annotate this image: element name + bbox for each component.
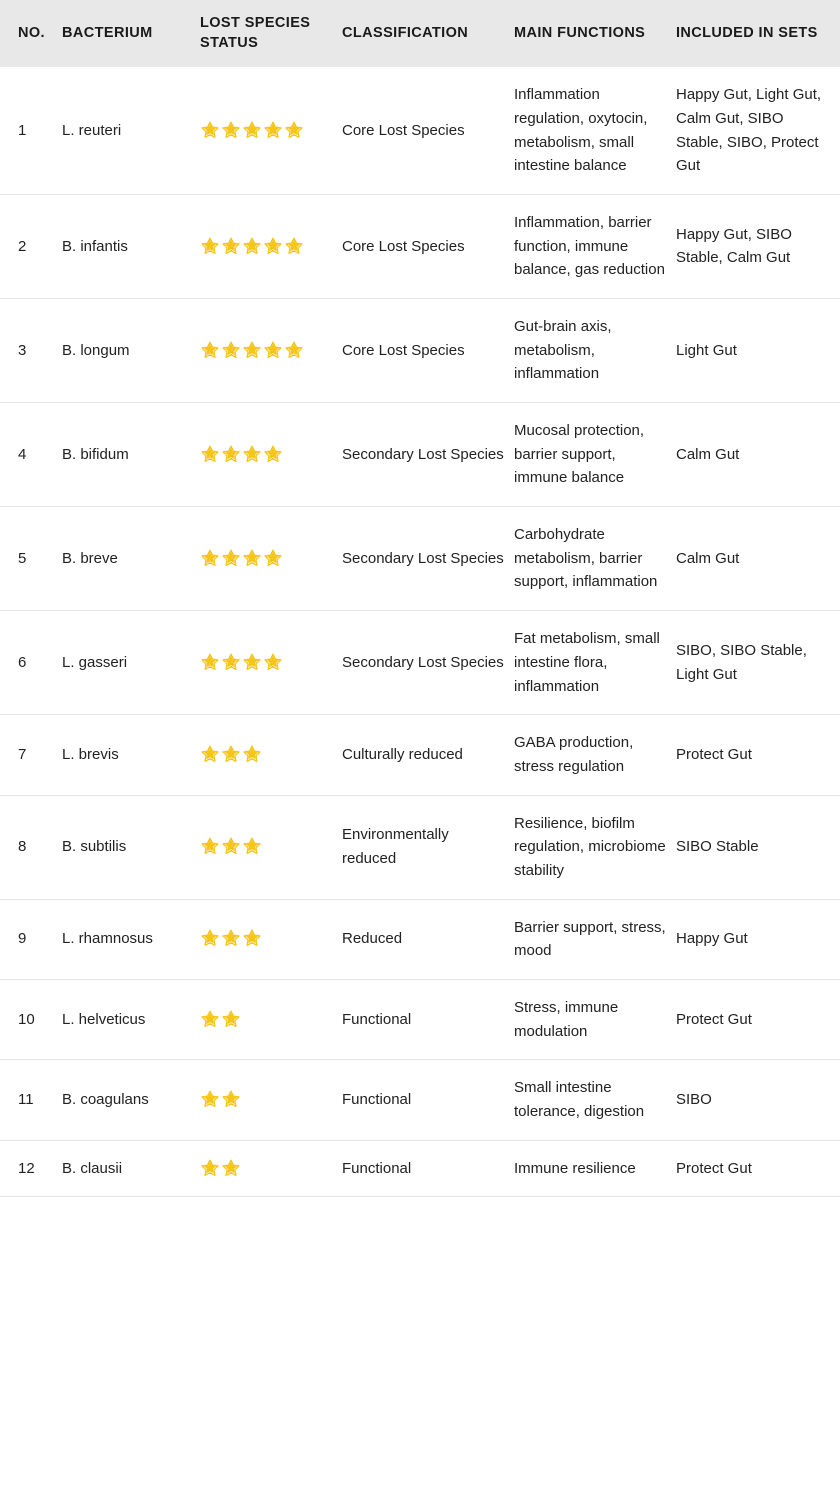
cell-classification: Core Lost Species (342, 298, 514, 402)
column-header-sets: INCLUDED IN SETS (676, 0, 840, 67)
cell-no: 4 (0, 403, 62, 507)
cell-bacterium: B. longum (62, 298, 200, 402)
cell-sets: SIBO, SIBO Stable, Light Gut (676, 611, 840, 715)
star-rating (200, 835, 263, 856)
cell-no: 11 (0, 1060, 62, 1140)
table-header-row (0, 0, 840, 67)
table-body (0, 67, 840, 1197)
column-header-classification: CLASSIFICATION (342, 0, 514, 67)
star-rating (200, 339, 305, 360)
cell-no: 12 (0, 1140, 62, 1197)
cell-status-rating (200, 1060, 342, 1140)
table-row (0, 507, 840, 611)
cell-classification: Core Lost Species (342, 194, 514, 298)
table-row (0, 403, 840, 507)
table-row (0, 795, 840, 899)
cell-classification: Secondary Lost Species (342, 507, 514, 611)
cell-status-rating (200, 611, 342, 715)
star-rating (200, 651, 284, 672)
cell-bacterium: L. reuteri (62, 67, 200, 194)
cell-no: 5 (0, 507, 62, 611)
column-header-bacterium: BACTERIUM (62, 0, 200, 67)
cell-sets: Protect Gut (676, 715, 840, 795)
star-rating (200, 1088, 242, 1109)
cell-sets: SIBO (676, 1060, 840, 1140)
cell-status-rating (200, 298, 342, 402)
cell-bacterium: L. rhamnosus (62, 899, 200, 979)
cell-status-rating (200, 1140, 342, 1197)
cell-bacterium: B. subtilis (62, 795, 200, 899)
star-rating (200, 927, 263, 948)
cell-functions: Immune resilience (514, 1140, 676, 1197)
cell-bacterium: B. bifidum (62, 403, 200, 507)
cell-functions: Resilience, biofilm regulation, microbiome stability (514, 795, 676, 899)
column-header-status: LOST SPECIES STATUS (200, 0, 342, 67)
column-header-no: NO. (0, 0, 62, 67)
cell-classification: Functional (342, 980, 514, 1060)
cell-status-rating (200, 194, 342, 298)
cell-functions: Fat metabolism, small intestine flora, inflammation (514, 611, 676, 715)
cell-functions: Inflammation, barrier function, immune balance, gas reduction (514, 194, 676, 298)
cell-functions: Inflammation regulation, oxytocin, metabolism, small intestine balance (514, 67, 676, 194)
cell-classification: Environmentally reduced (342, 795, 514, 899)
cell-bacterium: L. helveticus (62, 980, 200, 1060)
cell-status-rating (200, 715, 342, 795)
cell-bacterium: B. breve (62, 507, 200, 611)
table-header (0, 0, 840, 67)
cell-bacterium: B. coagulans (62, 1060, 200, 1140)
cell-sets: Calm Gut (676, 403, 840, 507)
cell-classification: Secondary Lost Species (342, 611, 514, 715)
table-row (0, 67, 840, 194)
cell-sets: Protect Gut (676, 980, 840, 1060)
cell-no: 10 (0, 980, 62, 1060)
table-row (0, 194, 840, 298)
cell-functions: Small intestine tolerance, digestion (514, 1060, 676, 1140)
cell-functions: Barrier support, stress, mood (514, 899, 676, 979)
cell-no: 8 (0, 795, 62, 899)
cell-classification: Functional (342, 1140, 514, 1197)
cell-no: 3 (0, 298, 62, 402)
cell-status-rating (200, 899, 342, 979)
cell-functions: Stress, immune modulation (514, 980, 676, 1060)
table-row (0, 980, 840, 1060)
cell-bacterium: B. clausii (62, 1140, 200, 1197)
cell-sets: Happy Gut, SIBO Stable, Calm Gut (676, 194, 840, 298)
table-row (0, 899, 840, 979)
cell-no: 2 (0, 194, 62, 298)
cell-status-rating (200, 795, 342, 899)
cell-sets: SIBO Stable (676, 795, 840, 899)
star-rating (200, 1008, 242, 1029)
cell-sets: Happy Gut (676, 899, 840, 979)
star-rating (200, 743, 263, 764)
cell-no: 1 (0, 67, 62, 194)
cell-status-rating (200, 980, 342, 1060)
star-rating (200, 547, 284, 568)
cell-no: 7 (0, 715, 62, 795)
cell-bacterium: B. infantis (62, 194, 200, 298)
cell-no: 9 (0, 899, 62, 979)
table-row (0, 1060, 840, 1140)
cell-bacterium: L. brevis (62, 715, 200, 795)
cell-functions: Carbohydrate metabolism, barrier support, inflammation (514, 507, 676, 611)
cell-sets: Happy Gut, Light Gut, Calm Gut, SIBO Stable, SIBO, Protect Gut (676, 67, 840, 194)
column-header-functions: MAIN FUNCTIONS (514, 0, 676, 67)
star-rating (200, 119, 305, 140)
table-row (0, 715, 840, 795)
cell-functions: GABA production, stress regulation (514, 715, 676, 795)
cell-sets: Protect Gut (676, 1140, 840, 1197)
cell-sets: Calm Gut (676, 507, 840, 611)
cell-classification: Culturally reduced (342, 715, 514, 795)
cell-classification: Secondary Lost Species (342, 403, 514, 507)
table-row (0, 298, 840, 402)
star-rating (200, 443, 284, 464)
table-row (0, 611, 840, 715)
cell-functions: Gut-brain axis, metabolism, inflammation (514, 298, 676, 402)
cell-status-rating (200, 67, 342, 194)
cell-bacterium: L. gasseri (62, 611, 200, 715)
cell-status-rating (200, 507, 342, 611)
cell-classification: Core Lost Species (342, 67, 514, 194)
cell-functions: Mucosal protection, barrier support, immune balance (514, 403, 676, 507)
cell-classification: Functional (342, 1060, 514, 1140)
table-row (0, 1140, 840, 1197)
cell-status-rating (200, 403, 342, 507)
cell-classification: Reduced (342, 899, 514, 979)
star-rating (200, 1157, 242, 1178)
cell-no: 6 (0, 611, 62, 715)
cell-sets: Light Gut (676, 298, 840, 402)
star-rating (200, 235, 305, 256)
